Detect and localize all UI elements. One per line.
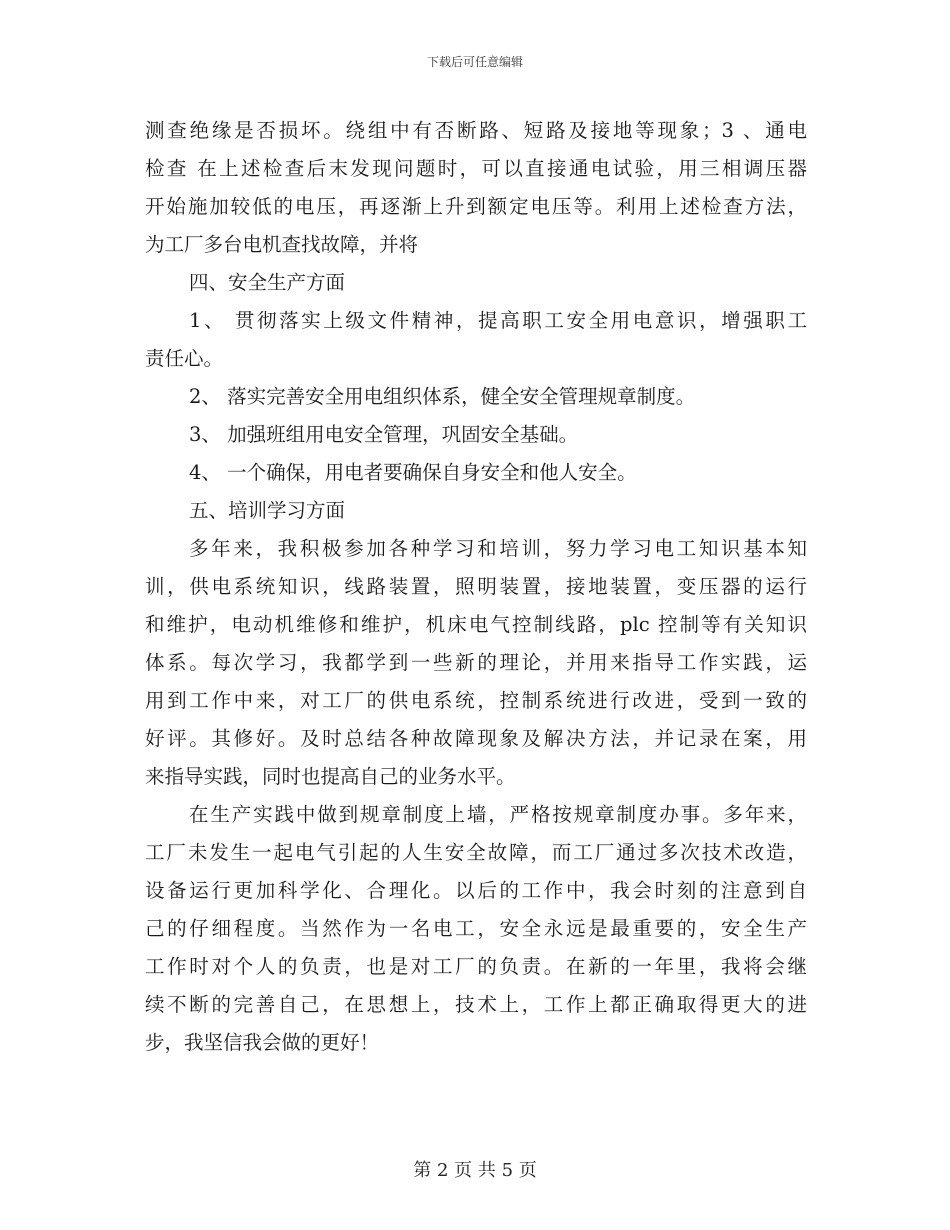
text-line: 为工厂多台电机查找故障，并将 [145,233,419,256]
text-line: 四、安全生产方面 [189,271,346,294]
text-line: 用到工作中来，对工厂的供电系统，控制系统进行改进，受到一致的 [145,689,807,712]
text-line: 好评。其修好。及时总结各种故障现象及解决方法，并记录在案，用 [145,727,807,750]
page-footer: 第 2 页 共 5 页 [413,1160,537,1181]
page-header: 下载后可任意编辑 [426,55,523,69]
document-body [145,112,807,1062]
text-line: 3、 加强班组用电安全管理，巩固安全基础。 [189,423,579,446]
text-line: 在生产实践中做到规章制度上墙，严格按规章制度办事。多年来， [189,803,807,826]
text-line: 责任心。 [145,347,224,370]
text-line: 五、培训学习方面 [189,499,346,522]
text-line: 多年来，我积极参加各种学习和培训，努力学习电工知识基本知 [189,537,807,560]
text-line: 工厂未发生一起电气引起的人生安全故障，而工厂通过多次技术改造， [145,841,807,864]
text-line: 开始施加较低的电压，再逐渐上升到额定电压等。利用上述检查方法， [145,195,807,218]
text-line: 4、 一个确保，用电者要确保自身安全和他人安全。 [189,461,637,484]
text-line: 和维护，电动机维修和维护，机床电气控制线路，plc 控制等有关知识 [145,613,807,636]
text-line: 工作时对个人的负责，也是对工厂的负责。在新的一年里，我将会继 [145,955,807,978]
text-line: 体系。每次学习，我都学到一些新的理论，并用来指导工作实践，运 [145,651,807,674]
text-line: 设备运行更加科学化、合理化。以后的工作中，我会时刻的注意到自 [145,879,807,902]
text-line: 1、 贯彻落实上级文件精神，提高职工安全用电意识，增强职工 [189,309,807,332]
text-line: 训，供电系统知识，线路装置，照明装置，接地装置，变压器的运行 [145,575,807,598]
text-line: 续不断的完善自己，在思想上，技术上，工作上都正确取得更大的进 [145,993,807,1016]
text-line: 来指导实践，同时也提高自己的业务水平。 [145,765,516,788]
text-line: 步，我坚信我会做的更好！ [145,1031,380,1054]
text-line: 己的仔细程度。当然作为一名电工，安全永远是最重要的，安全生产 [145,917,807,940]
text-line: 2、 落实完善安全用电组织体系，健全安全管理规章制度。 [189,385,696,408]
text-line: 测查绝缘是否损坏。绕组中有否断路、短路及接地等现象；3 、通电 [145,119,807,142]
text-line: 检查 在上述检查后末发现问题时，可以直接通电试验，用三相调压器 [145,157,807,180]
